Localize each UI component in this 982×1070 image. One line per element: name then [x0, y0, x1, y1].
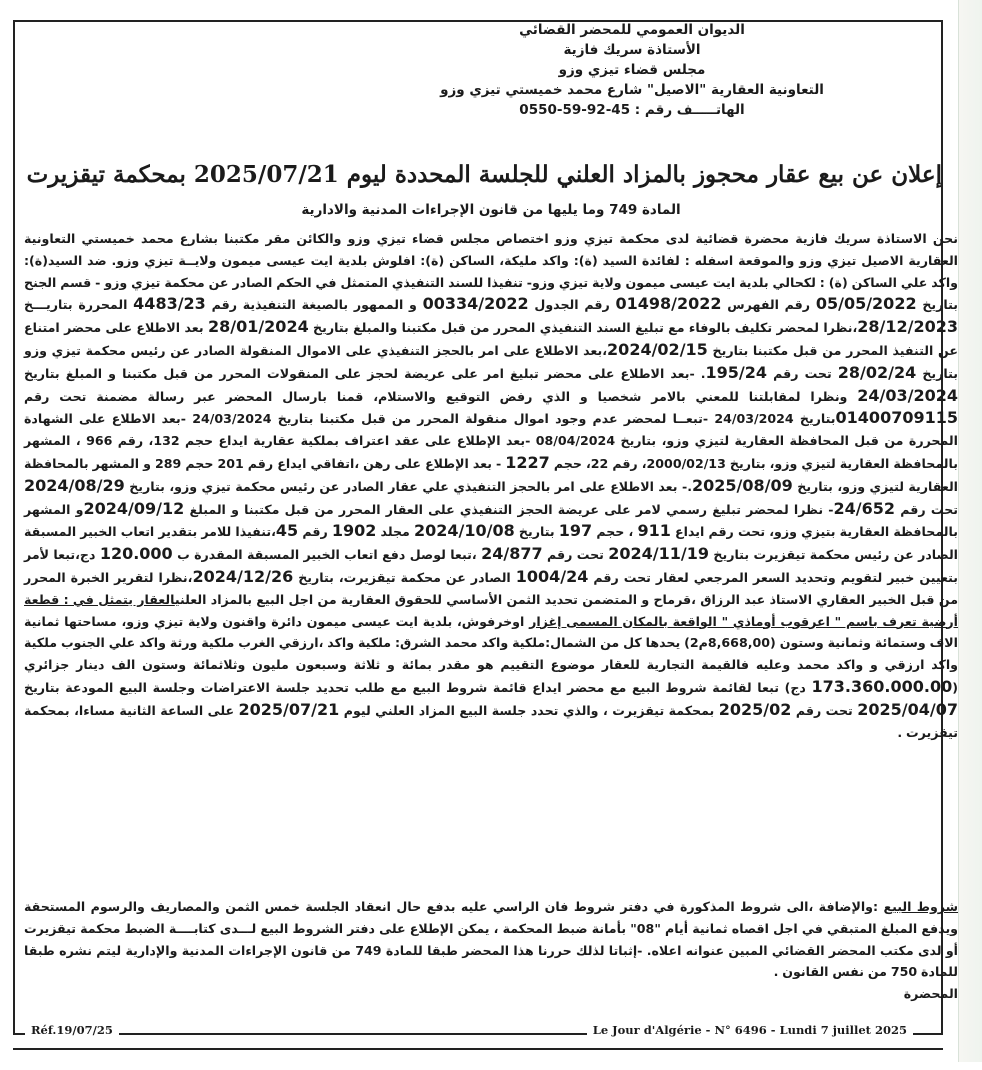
date-value: 2024/02/15 [607, 339, 708, 359]
body-segment: نحن الاستاذة سريك فازية محضرة قضائية لدى محكمة تيزي وزو اختصاص مجلس قضاء تيزي وزو والكائن مقر مكتبنا بشارع محمد خميستي التعاونية العقارية الاصيل تيزي وزو والموقعة اسفله : لفائدة السيد (ة): واكد مليكة، الساكن (ة): افلوش بلدية ايت عيسى ميمون ولايــة تيزي وزو. ضد السيد(ة): واكد علي الساكن (ة) : لكحالي بلدية ايت عيسى ميمون ولاية تيزي وزو- تنفيذا للسند التنفيذي المتمثل في الحكم الصادر عن محكمة تيزي وزو - قسم الجنح بتاريخ [24, 231, 958, 313]
office-name: الديوان العمومي للمحضر القضائي [519, 22, 745, 38]
body-segment: رقم [298, 524, 332, 540]
notice-subtitle: المادة 749 وما يليها من قانون الإجراءات المدنية والادارية [301, 202, 681, 218]
date-value: 2024/12/26 [192, 566, 294, 586]
body-segment: مجلد [376, 524, 415, 540]
fee-amount: 120.000 [99, 544, 173, 564]
reference-number: Réf.19/07/25 [25, 1020, 119, 1040]
body-segment: - بعد الإطلاع على رهن ،اتفاقي ايداع رقم 201 حجم 289 و المشهر بالمحافظة العقارية لتيزي وزو، بتاريخ [24, 455, 958, 494]
body-segment: بمحكمة تيقزيرت ، والذي تحدد جلسة البيع المزاد العلني ليوم [339, 702, 719, 718]
body-segment: . -بعد الاطلاع على محضر تبليغ امر على عريضة لحجز على المنقولات المحرر من قبل مكتبنا و المبلغ بتاريخ [24, 365, 706, 381]
body-segment: ونظرا لمقابلتنا للمعني بالامر شخصيا و الذي رفض التوقيع والاستلام، قمنا بارسال المحضر عبر رسالة مضمنة تحت رقم [24, 388, 858, 404]
terms-body: :والإضافة ،الى شروط المذكورة في دفتر شروط فان الراسي عليه بدفع حال انعقاد الجلسة خمس الثمن والمصاريف والرسوم المستحقة ويدفع المبلغ المتبقي في اجل اقصاه ثمانية أيام "08" بأمانة ضبط المحكمة ، يمكن الإطلاع على دفتر الشروط البيع لـــدى كتابــــة الضبط محكمة تيقزيرت أو لدى مكتب المحضر القضائي المبين عنوانه اعلاه. -إثباتا لذلك حررنا هذا المحضر طبقا للمادة 749 من قانون الإجراءات المدنية والإدارية ليتم نشره طبقا للمادة 750 من نفس القانون . [24, 899, 958, 980]
order-number: 24/652 [833, 498, 896, 518]
sale-terms [24, 896, 958, 1005]
body-segment: بتاريخ 24/03/2024 -تبعــا لمحضر عدم وجود اموال منقولة المحرر من قبل مكتبنا بتاريخ 24/03/2024 -بعد الاطلاع على الشهادة المحررة من قبل المحافظة العقارية لتيزي وزو، بتاريخ 08/04/2024 -بعد الإطلاع على عقد اعتراف بملكية عقارية ايداع حجم 132، رقم 966 ، المشهر بالمحافظة العقارية لتيزي وزو، بتاريخ 2000/02/13، رقم 22، حجم [24, 411, 958, 471]
date-value: 24/03/2024 [857, 385, 958, 405]
body-segment: ،بعد الاطلاع على امر بالحجز التنفيذي على الاموال المنقولة الصادر عن رئيس محكمة تيزي وزو بتاريخ [24, 342, 958, 381]
property-description: العقار يتمثل في : قطعة أرضية تعرف باسم " اعرقوب أوماذي " الواقعة بالمكان المسمى إغزار [24, 591, 958, 629]
order-number: 24/877 [481, 544, 543, 564]
office-address: التعاونية العقارية "الاصيل" شارع محمد خميستي تيزي وزو [440, 82, 824, 98]
date-value: 2024/10/08 [414, 521, 515, 541]
footer-bar [13, 1020, 943, 1040]
body-segment: رقم الفهرس [721, 297, 816, 313]
notice-header [322, 20, 942, 120]
court-council: مجلس قضاء تيزي وزو [558, 62, 706, 78]
date-value: 28/01/2024 [207, 317, 309, 337]
body-segment: تحت رقم [767, 365, 838, 381]
terms-label: شروط البيع [883, 899, 958, 914]
body-segment: الصادر عن محكمة تيقزيرت، بتاريخ [293, 569, 516, 585]
case-number: 2025/02 [718, 699, 792, 719]
body-segment: .- بعد الاطلاع على امر بالحجز التنفيذي علي عقار الصادر عن رئيس محكمة تيزي وزو، بتاريخ [124, 478, 693, 494]
body-segment: بعد الاطلاع على محضر امتناع عن التنفيذ المحرر من قبل مكتبنا بتاريخ [24, 320, 958, 358]
index-number: 01498/2022 [615, 294, 722, 314]
body-segment: تحت رقم [895, 501, 959, 517]
date-value: 28/02/24 [837, 362, 917, 382]
body-segment: ،نظرا لمحضر تكليف بالوفاء مع تبليغ السند التنفيذي المحرر من قبل مكتبنا والمبلغ بتاريخ [308, 320, 858, 336]
body-segment: - نظرا لمحضر تبليغ رسمي لامر على عريضة الحجز التنفيذي على العقار المحرر من قبل مكتبنا و المبلغ [184, 501, 834, 517]
body-segment: و المشهر بالمحافظة العقارية بتيزي وزو، تحت رقم ايداع [24, 501, 958, 540]
entry-number: 45 [275, 521, 299, 541]
date-value: 2024/08/29 [24, 475, 125, 495]
docket-number: 00334/2022 [422, 294, 529, 314]
date-value: 2024/11/19 [608, 544, 710, 564]
body-segment: اوخرفوش، بلدية ايت عيسى ميمون دائرة واقنون ولاية تيزي وزو، مساحتها ثمانية الاف وستمائة وثمانية وستون (8,668,00م2) يحدها كل من الشمال:ملكية واكد محمد الشرق: ملكية واكد ،ارزقي الغرب ملكية ورثة واكد علي الجنوب ملكية واكد ارزقي و واكد محمد وعليه فالقيمة التجارية للعقار موضوع التقييم هو مقدر بمائة و ثلاثة وسبعون مليون وثلاثمائة وستون الف دينار جزائري ( [24, 613, 958, 695]
body-segment: على الساعة الثانية مساءا، بمحكمة تيقزيرت . [24, 702, 958, 740]
volume-number: 1227 [505, 452, 550, 472]
date-value: 05/05/2022 [815, 294, 917, 314]
letter-number: 01400709115 [835, 408, 958, 428]
order-number: 195/24 [705, 362, 768, 382]
page-edge [958, 0, 982, 1062]
body-segment: رقم الجدول [528, 297, 616, 313]
order-number: 1004/24 [515, 566, 589, 586]
body-segment: ،تنفيذا للامر بتقدير اتعاب الخبير المسبقة الصادر عن رئيس محكمة تيقزيرت بتاريخ [24, 524, 958, 563]
volume-number: 197 [558, 521, 593, 541]
body-segment: و الممهور بالصيغة التنفيذية رقم [205, 297, 423, 313]
bailiff-name: الأستاذة سريك فازية [563, 42, 701, 58]
office-phone: الهاتـــــف رقم : 45-92-59-0550 [519, 102, 745, 118]
body-segment: المحررة بتاريـــخ [24, 297, 134, 313]
register-number: 1902 [331, 521, 377, 541]
body-segment: ،تبعا لوصل دفع اتعاب الخبير المسبقة المقدرة ب [172, 547, 482, 563]
body-segment: ،نظرا لتقرير الخبرة المحرر من قبل الخبير العقاري الاستاذ عبد الرزاق ،قرماح و المتضمن تحديد الثمن الأساسي للحقوق العقارية من اجل البيع بالمزاد العلني [24, 569, 958, 607]
body-segment: دج) تبعا لقائمة شروط البيع مع محضر ايداع قائمة شروط البيع مع طلب تحديد جلسة الاعتراضات وجلسة البيع المودعة بتاريخ [24, 679, 812, 695]
date-value: 28/12/2023 [857, 317, 958, 337]
publication-info: Le Jour d'Algérie - N° 6496 - Lundi 7 juillet 2025 [587, 1020, 913, 1040]
auction-date: 2025/07/21 [238, 699, 340, 719]
date-value: 2025/04/07 [857, 699, 958, 719]
property-value: 173.360.000.00 [811, 676, 953, 696]
date-value: 2024/09/12 [83, 498, 185, 518]
body-segment: بتاريخ [514, 524, 559, 540]
body-segment: تحت رقم [542, 547, 609, 563]
formula-number: 4483/23 [133, 294, 206, 314]
notice-body [24, 228, 958, 743]
body-segment: دج،تبعا لأمر بتعيين خبير لتقويم وتحديد السعر المرجعي لعقار تحت رقم [24, 547, 958, 585]
deposit-number: 911 [637, 521, 671, 541]
date-value: 2025/08/09 [692, 475, 793, 495]
signature-label: المحضرة [903, 986, 958, 1002]
body-segment: تحت رقم [791, 702, 858, 718]
next-notice-border [13, 1048, 943, 1070]
body-segment: ، حجم [592, 524, 638, 540]
notice-title: إعلان عن بيع عقار محجوز بالمزاد العلني للجلسة المحددة ليوم 2025/07/21 بمحكمة تيقزيرت [26, 161, 942, 188]
